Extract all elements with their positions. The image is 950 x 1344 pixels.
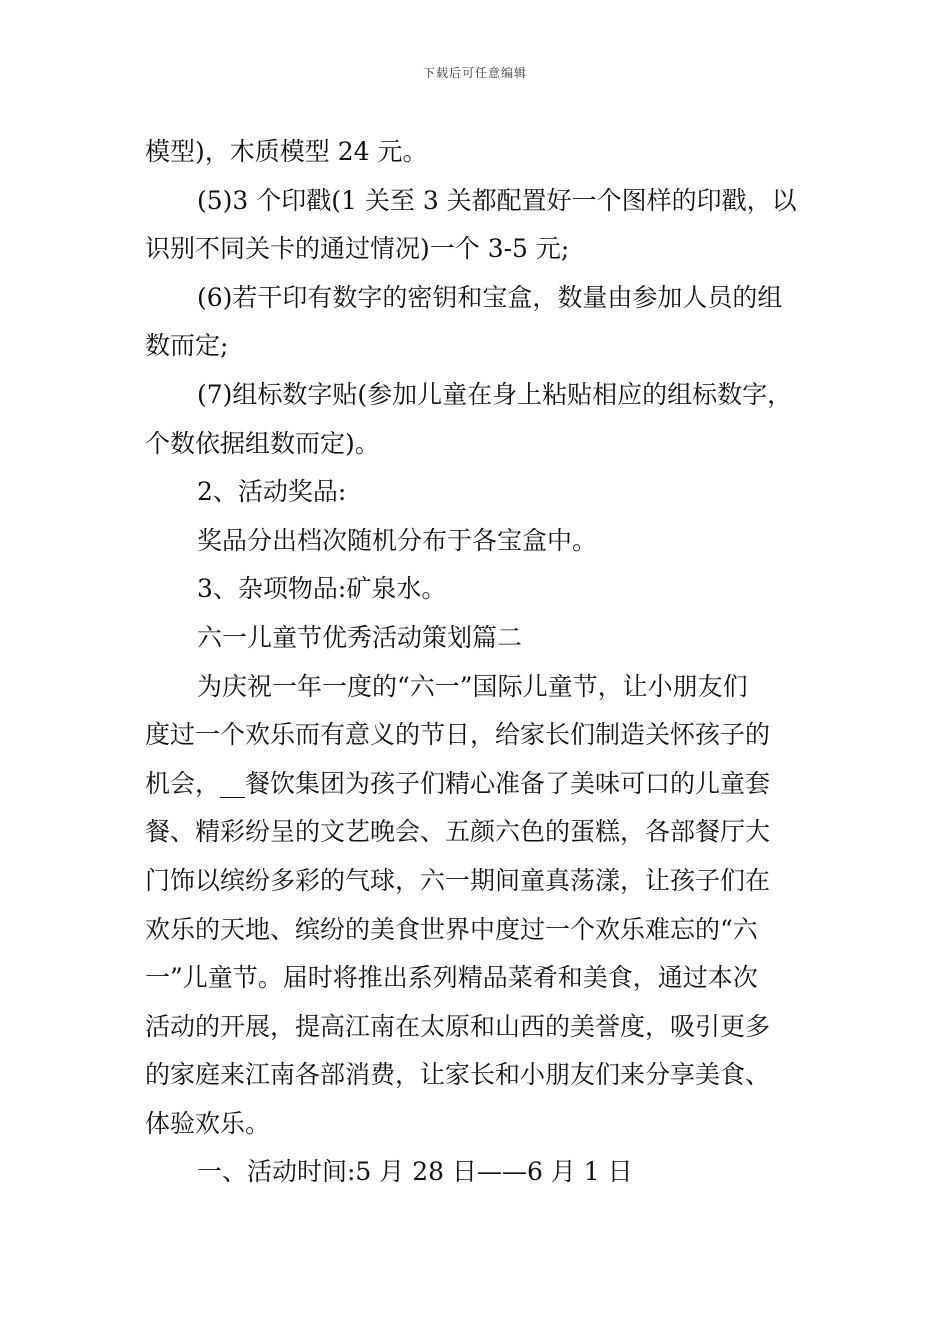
text-line: (7)组标数字贴(参加儿童在身上粘贴相应的组标数字，	[197, 379, 793, 409]
text-line: 门饰以缤纷多彩的气球，六一期间童真荡漾，让孩子们在	[145, 865, 771, 895]
text-line: 识别不同关卡的通过情况)一个 3-5 元;	[145, 234, 570, 264]
text-line: 一、活动时间:5 月 28 日——6 月 1 日	[197, 1157, 633, 1187]
text-line: 体验欢乐。	[145, 1108, 271, 1138]
text-line: 机会，__餐饮集团为孩子们精心准备了美味可口的儿童套	[145, 768, 771, 798]
text-line: (6)若干印有数字的密钥和宝盒，数量由参加人员的组	[197, 282, 783, 312]
text-line: 个数依据组数而定)。	[145, 428, 380, 458]
text-line: 餐、精彩纷呈的文艺晚会、五颜六色的蛋糕，各部餐厅大	[145, 817, 771, 847]
page-header-note: 下载后可任意编辑	[422, 66, 527, 80]
text-line: 为庆祝一年一度的“六一”国际儿童节，让小朋友们	[197, 671, 748, 701]
text-line: 活动的开展，提高江南在太原和山西的美誉度，吸引更多	[145, 1011, 771, 1041]
text-line: 2、活动奖品:	[197, 477, 347, 507]
text-line: 奖品分出档次随机分布于各宝盒中。	[197, 525, 598, 555]
text-line: 欢乐的天地、缤纷的美食世界中度过一个欢乐难忘的“六	[145, 914, 758, 944]
text-line: 模型)，木质模型 24 元。	[145, 137, 428, 166]
document-body	[145, 128, 815, 1197]
text-line: 3、杂项物品:矿泉水。	[197, 574, 447, 604]
text-line: 六一儿童节优秀活动策划篇二	[197, 622, 523, 652]
text-line: 的家庭来江南各部消费，让家长和小朋友们来分享美食、	[145, 1060, 771, 1090]
text-line: 数而定;	[145, 331, 229, 361]
text-line: 度过一个欢乐而有意义的节日，给家长们制造关怀孩子的	[145, 720, 771, 750]
text-line: 一”儿童节。届时将推出系列精品菜肴和美食，通过本次	[145, 963, 758, 993]
text-line: (5)3 个印戳(1 关至 3 关都配置好一个图样的印戳，以	[197, 185, 797, 215]
